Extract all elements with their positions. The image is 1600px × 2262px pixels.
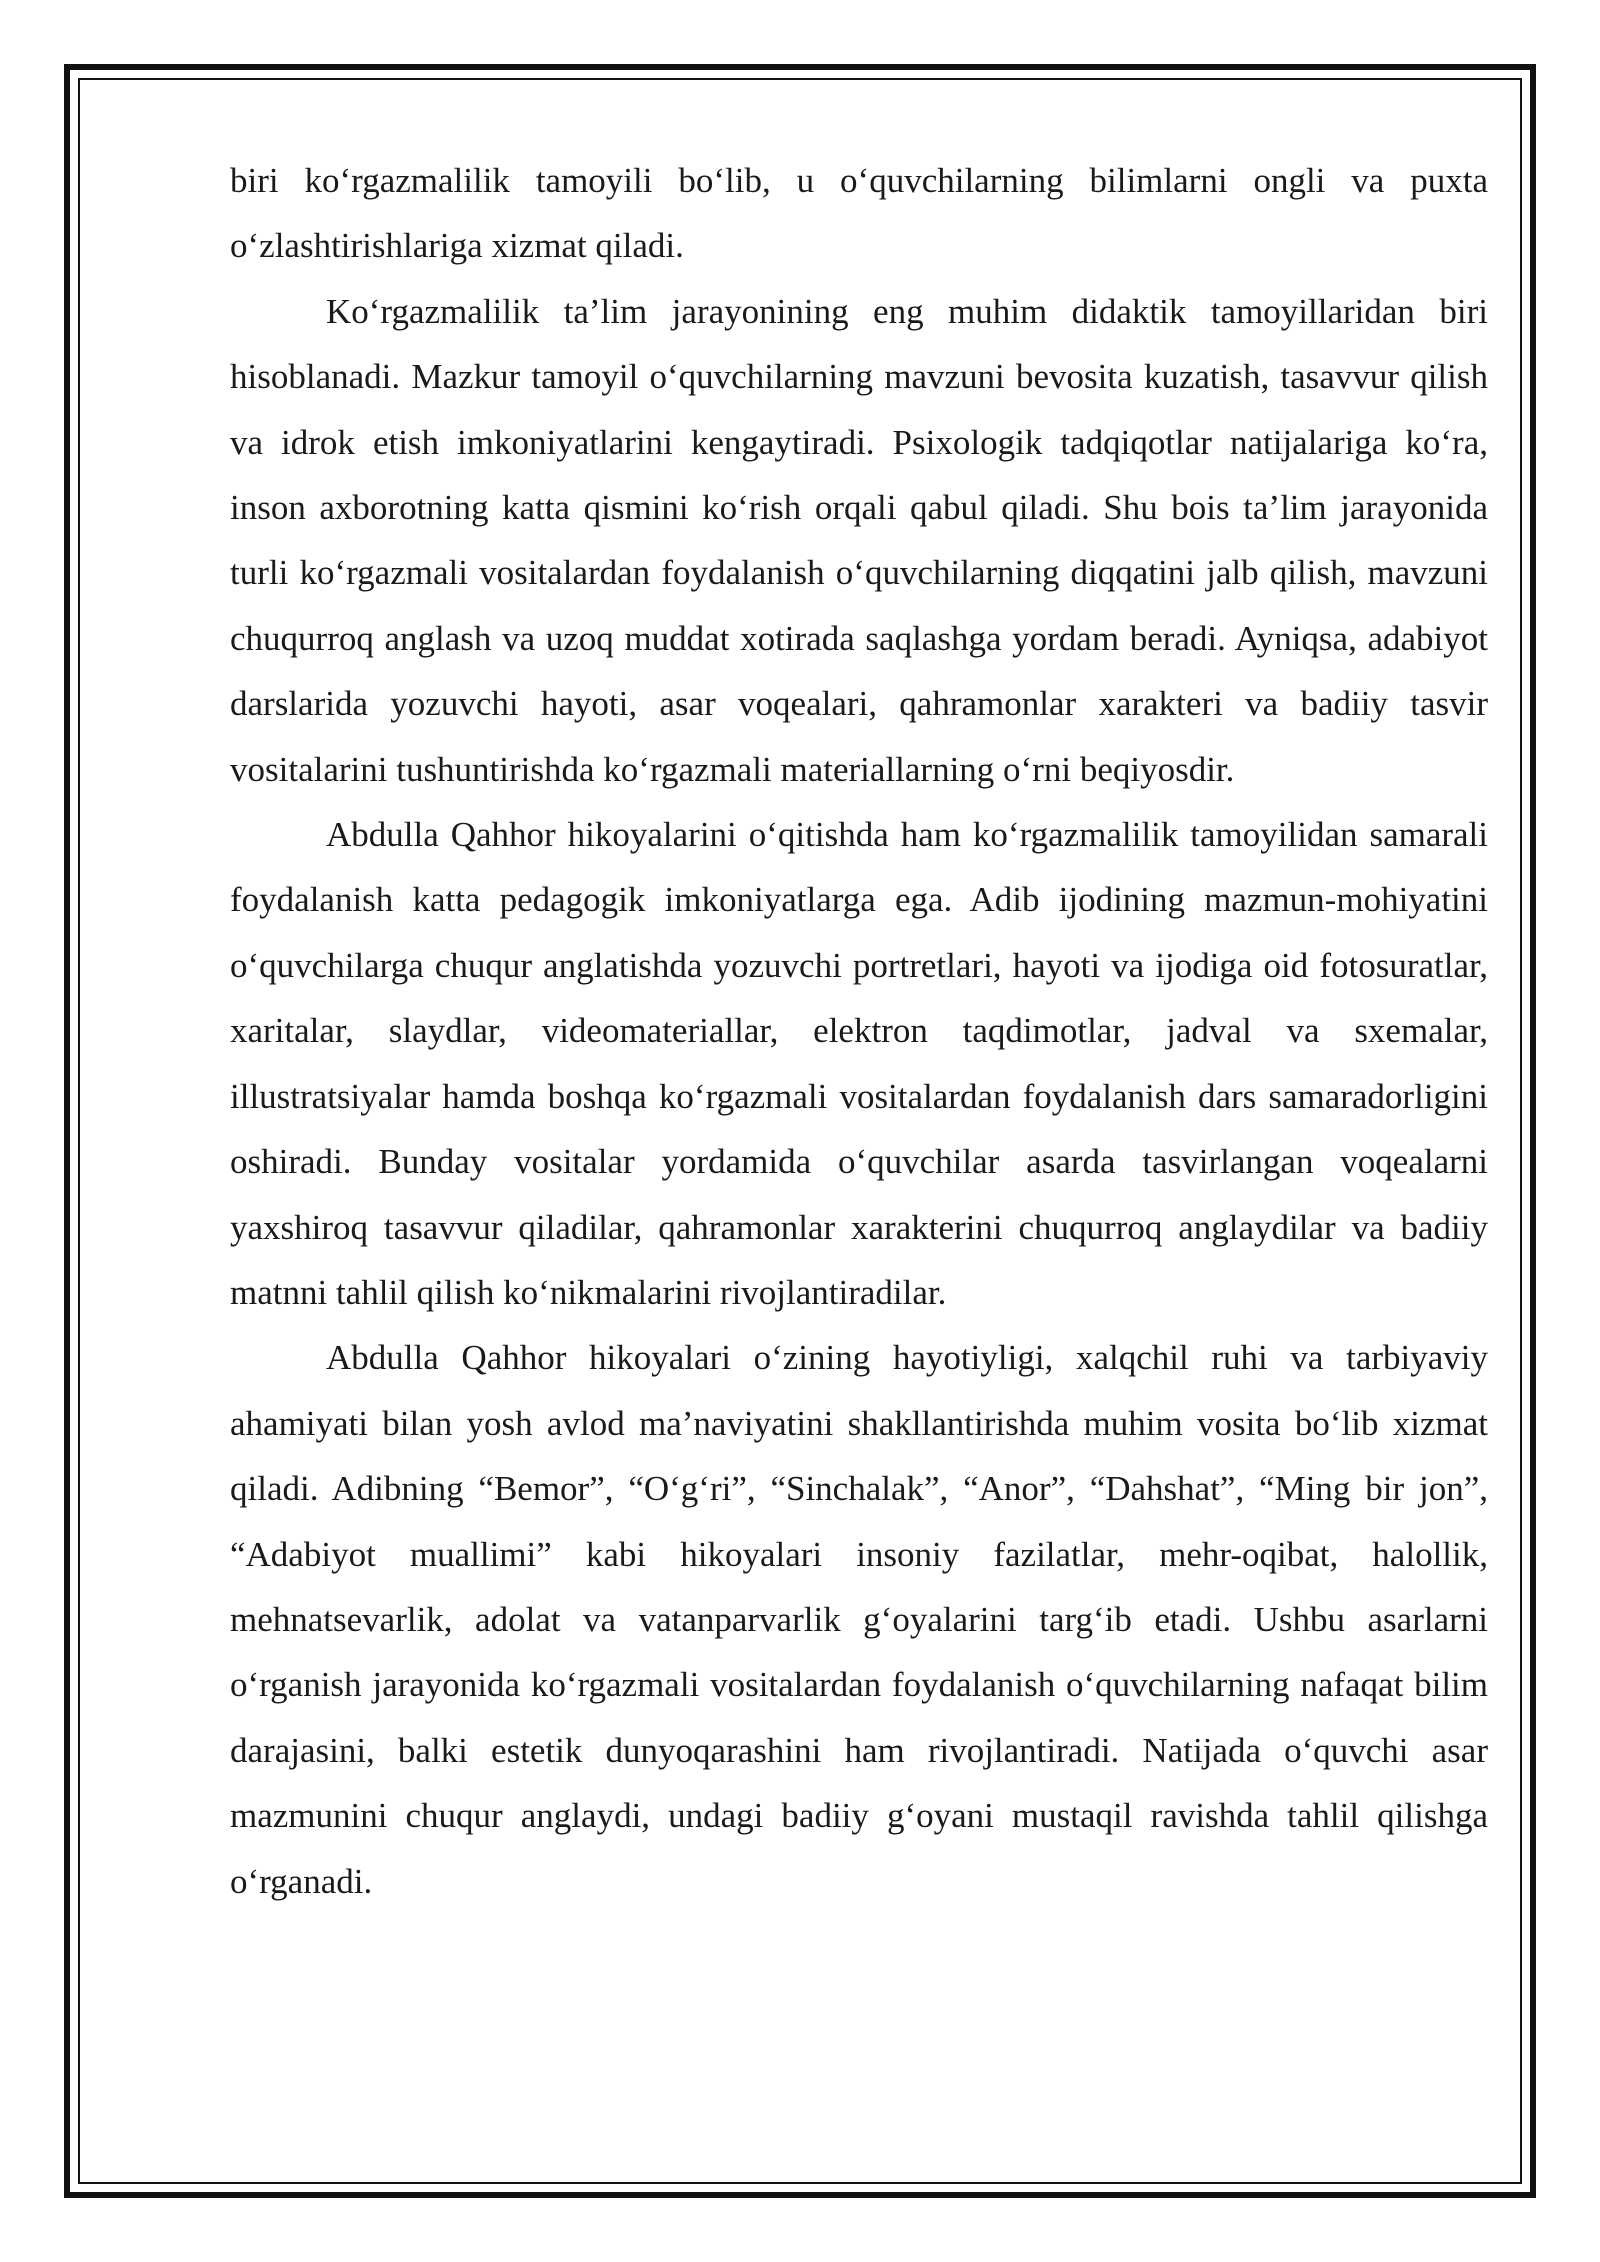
paragraph-1: biri ko‘rgazmalilik tamoyili bo‘lib, u o‘quvchilarning bilimlarni ongli va puxta o‘zlashtirishlariga xizmat qiladi. [230,161,1488,266]
paragraph-4: Abdulla Qahhor hikoyalari o‘zining hayotiyligi, xalqchil ruhi va tarbiyaviy ahamiyati bilan yosh avlod ma’naviyatini shakllantirishda muhim vosita bo‘lib xizmat qiladi. Adibning “Bemor”, “O‘g‘ri”, “Sinchalak”, “Anor”, “Dahshat”, “Ming bir jon”, “Adabiyot muallimi” kabi hikoyalari insoniy fazilatlar, mehr-oqibat, halollik, mehnatsevarlik, adolat va vatanparvarlik g‘oyalarini targ‘ib etadi. Ushbu asarlarni o‘rganish jarayonida ko‘rgazmali vositalardan foydalanish o‘quvchilarning nafaqat bilim darajasini, balki estetik dunyoqarashini ham rivojlantiradi. Natijada o‘quvchi asar mazmunini chuqur anglaydi, undagi badiiy g‘oyani mustaqil ravishda tahlil qilishga o‘rganadi. [230,1338,1488,1901]
paragraph-3: Abdulla Qahhor hikoyalarini o‘qitishda ham ko‘rgazmalilik tamoyilidan samarali foydalanish katta pedagogik imkoniyatlarga ega. Adib ijodining mazmun-mohiyatini o‘quvchilarga chuqur anglatishda yozuvchi portretlari, hayoti va ijodiga oid fotosuratlar, xaritalar, slaydlar, videomateriallar, elektron taqdimotlar, jadval va sxemalar, illustratsiyalar hamda boshqa ko‘rgazmali vositalardan foydalanish dars samaradorligini oshiradi. Bunday vositalar yordamida o‘quvchilar asarda tasvirlangan voqealarni yaxshiroq tasavvur qiladilar, qahramonlar xarakterini chuqurroq anglaydilar va badiiy matnni tahlil qilish ko‘nikmalarini rivojlantiradilar. [230,815,1488,1312]
paragraph-2: Ko‘rgazmalilik ta’lim jarayonining eng muhim didaktik tamoyillaridan biri hisoblanadi. Mazkur tamoyil o‘quvchilarning mavzuni bevosita kuzatish, tasavvur qilish va idrok etish imkoniyatlarini kengaytiradi. Psixologik tadqiqotlar natijalariga ko‘ra, inson axborotning katta qismini ko‘rish orqali qabul qiladi. Shu bois ta’lim jarayonida turli ko‘rgazmali vositalardan foydalanish o‘quvchilarning diqqatini jalb qilish, mavzuni chuqurroq anglash va uzoq muddat xotirada saqlashga yordam beradi. Ayniqsa, adabiyot darslarida yozuvchi hayoti, asar voqealari, qahramonlar xarakteri va badiiy tasvir vositalarini tushuntirishda ko‘rgazmali materiallarning o‘rni beqiyosdir. [230,291,1488,789]
document-body [230,148,1488,1914]
